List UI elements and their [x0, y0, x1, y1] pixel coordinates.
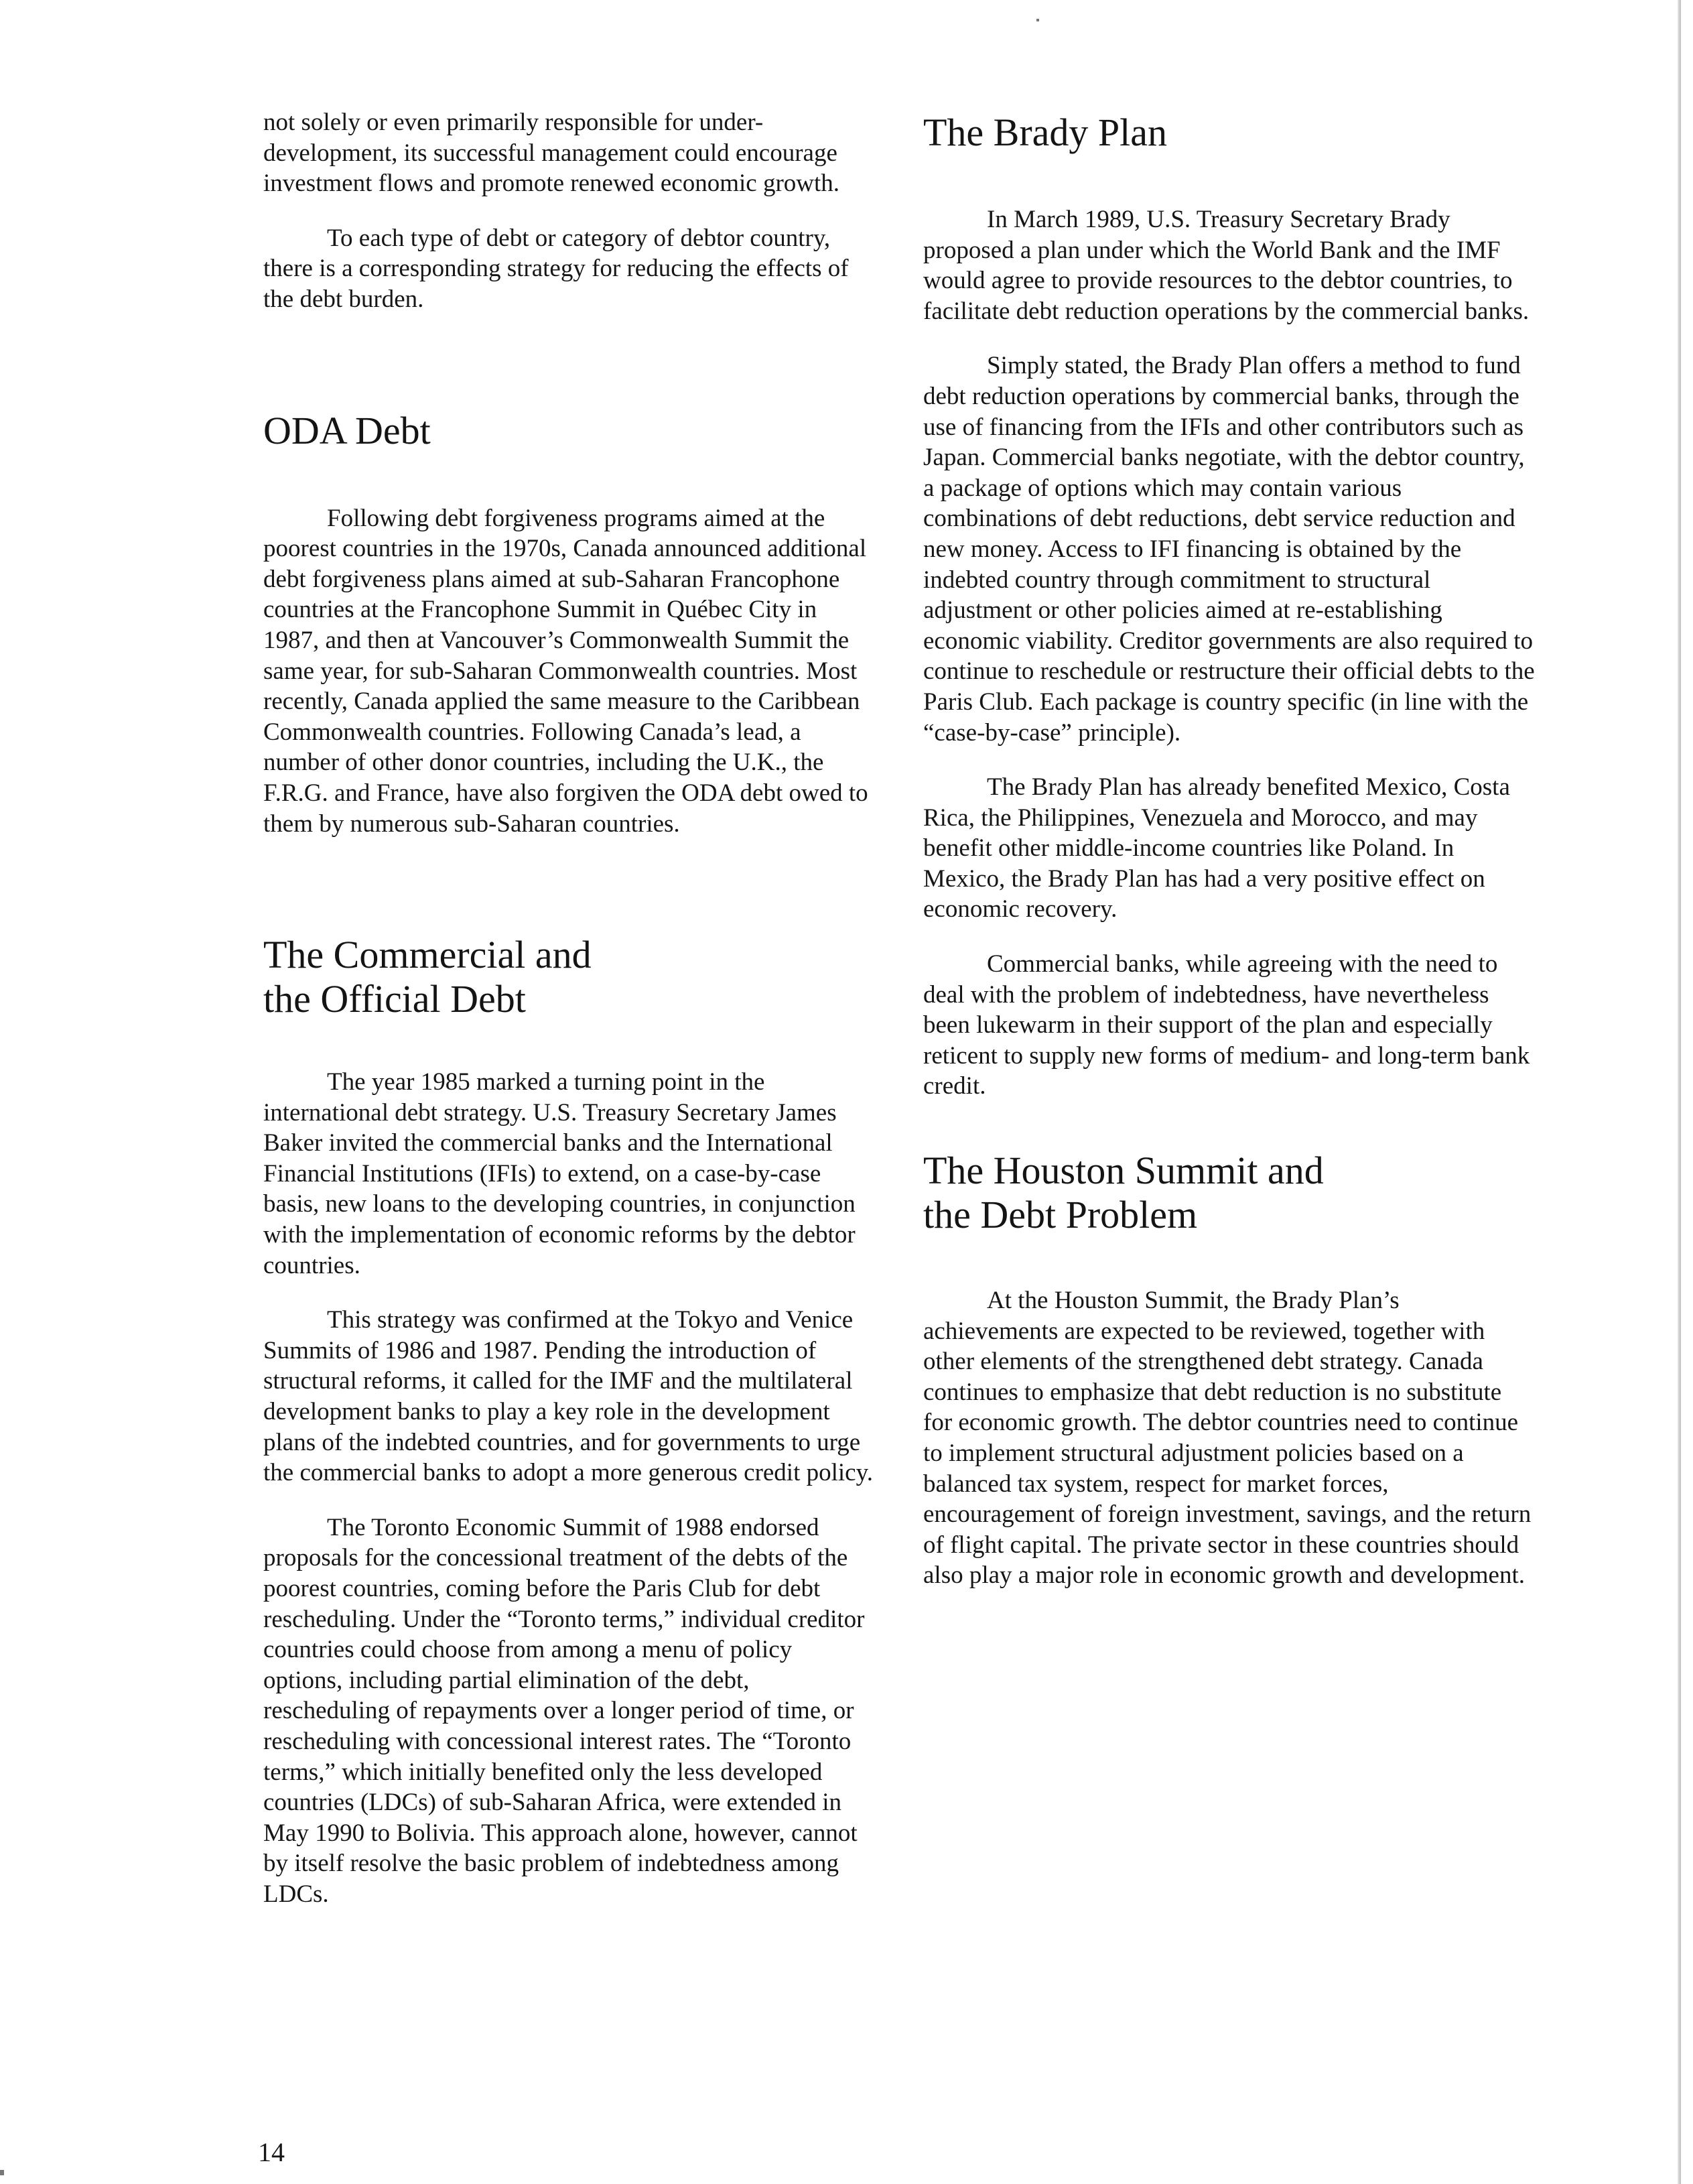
intro-paragraph-continued: not solely or even primarily responsible for under-development, its successful management could encourage investment flows and promote renewed economic growth.: [263, 109, 840, 198]
heading-brady-plan: The Brady Plan: [923, 111, 1168, 154]
brady-paragraph-4: Commercial banks, while agreeing with the need to deal with the problem of indebtedness, have nevertheless been lukewarm in their support of the plan and especially reticent to supply new forms of medium- and long-term bank credit.: [923, 950, 1530, 1100]
heading-line: the Debt Problem: [923, 1193, 1198, 1237]
left-column: [263, 107, 876, 1934]
commercial-paragraph-3: The Toronto Economic Summit of 1988 endorsed proposals for the concessional treatment of the debts of the poorest countries, coming before the Paris Club for debt rescheduling. Under the “Toronto terms,” individual creditor countries could choose from among a menu of policy options, including partial elimination of the debt, rescheduling of repayments over a longer period of time, or rescheduling with concessional interest rates. The “Toronto terms,” which initially benefited only the less developed countries (LDCs) of sub-Saharan Africa, were extended in May 1990 to Bolivia. This approach alone, however, cannot by itself resolve the basic problem of indebtedness among LDCs.: [263, 1513, 865, 1908]
houston-paragraph: At the Houston Summit, the Brady Plan’s achievements are expected to be reviewed, together with other elements of the strengthened debt strategy. Canada continues to emphasize that debt reduction is no substitute for economic growth. The debtor countries need to continue to implement structural adjustment policies based on a balanced tax system, respect for market forces, encouragement of foreign investment, savings, and the return of flight capital. The private sector in these countries should also play a major role in economic growth and development.: [923, 1287, 1532, 1590]
heading-houston-summit: [923, 1149, 1536, 1237]
right-column: [923, 111, 1536, 1615]
heading-line: The Houston Summit and: [923, 1149, 1324, 1193]
page-number: 14: [258, 2137, 285, 2167]
commercial-paragraph-2: This strategy was confirmed at the Tokyo and Venice Summits of 1986 and 1987. Pending the introduction of structural reforms, it called for the IMF and the multilateral development banks to play a key role in the development plans of the indebted countries, and for governments to urge the commercial banks to adopt a more generous credit policy.: [263, 1306, 873, 1487]
heading-line: The Commercial and: [263, 933, 592, 977]
oda-paragraph: Following debt forgiveness programs aimed at the poorest countries in the 1970s, Canada announced additional debt forgiveness plans aimed at sub-Saharan Francophone countries at the Francophone Summit in Québec City in 1987, and then at Vancouver’s Commonwealth Summit the same year, for sub-Saharan Commonwealth countries. Most recently, Canada applied the same measure to the Caribbean Commonwealth countries. Following Canada’s lead, a number of other donor countries, including the U.K., the F.R.G. and France, have also forgiven the ODA debt owed to them by numerous sub-Saharan countries.: [263, 504, 868, 838]
brady-paragraph-2: Simply stated, the Brady Plan offers a method to fund debt reduction operations by commercial banks, through the use of financing from the IFIs and other contributors such as Japan. Commercial banks negotiate, with the debtor country, a package of options which may contain various combinations of debt reductions, debt service reduction and new money. Access to IFI financing is obtained by the indebted country through commitment to structural adjustment or other policies aimed at re-establishing economic viability. Creditor governments are also required to continue to reschedule or restructure their official debts to the Paris Club. Each package is country specific (in line with the “case-by-case” principle).: [923, 352, 1535, 747]
heading-line: the Official Debt: [263, 977, 526, 1021]
brady-paragraph-3: The Brady Plan has already benefited Mexico, Costa Rica, the Philippines, Venezuela and Morocco, and may benefit other middle-income countries like Poland. In Mexico, the Brady Plan has had a very positive effect on economic recovery.: [923, 773, 1510, 923]
scan-edge-shadow: [1678, 0, 1681, 2184]
commercial-paragraph-1: The year 1985 marked a turning point in the international debt strategy. U.S. Treasury Secretary James Baker invited the commercial banks and the International Financial Institutions (IFIs) to extend, on a case-by-case basis, new loans to the developing countries, in conjunction with the implementation of economic reforms by the debtor countries.: [263, 1068, 856, 1279]
scan-speck: [0, 2170, 4, 2175]
heading-oda-debt: ODA Debt: [263, 408, 431, 452]
heading-commercial-official-debt: [263, 933, 876, 1021]
scan-speck: [1036, 19, 1039, 21]
brady-paragraph-1: In March 1989, U.S. Treasury Secretary Brady proposed a plan under which the World Bank and the IMF would agree to provide resources to the debtor countries, to facilitate debt reduction operations by the commercial banks.: [923, 206, 1530, 325]
intro-paragraph: To each type of debt or category of debtor country, there is a corresponding strategy for reducing the effects of the debt burden.: [263, 224, 849, 313]
